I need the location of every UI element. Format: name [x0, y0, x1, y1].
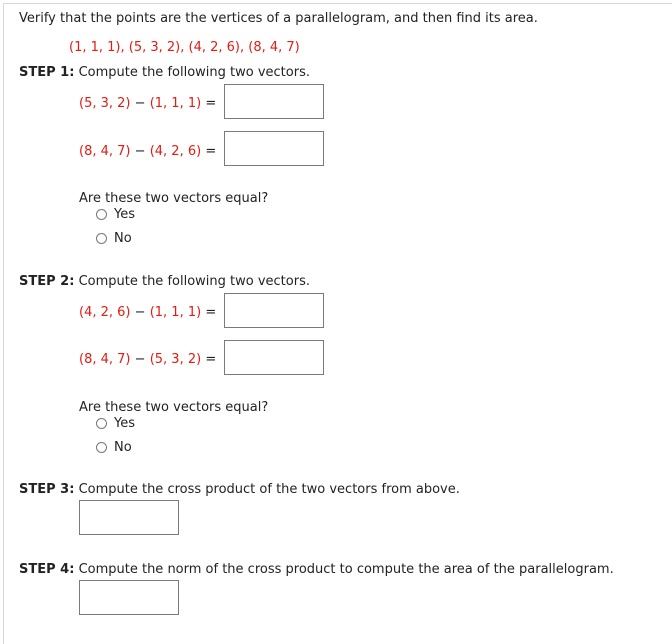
- step1-expr1-b: (1, 1, 1): [149, 96, 202, 111]
- step1-expr2-b: (4, 2, 6): [149, 144, 202, 159]
- step1-option-no-label: No: [114, 231, 132, 246]
- step1-expr1-a: (5, 3, 2): [79, 96, 131, 111]
- step3-answer-input[interactable]: [79, 500, 179, 535]
- step2-expr1-b: (1, 1, 1): [149, 305, 202, 320]
- step2-heading: [19, 274, 310, 289]
- equals-sign: =: [205, 144, 217, 159]
- step4-heading: [19, 562, 614, 577]
- step1-option-no[interactable]: [96, 231, 132, 246]
- step2-expr2-a: (8, 4, 7): [79, 352, 131, 367]
- step1-heading: [19, 65, 310, 80]
- step2-text: Compute the following two vectors.: [78, 274, 310, 289]
- step2-option-no[interactable]: [96, 440, 132, 455]
- equals-sign: =: [205, 305, 217, 320]
- points-list: (1, 1, 1), (5, 3, 2), (4, 2, 6), (8, 4, 7): [69, 40, 300, 55]
- question-text: Verify that the points are the vertices of a parallelogram, and then find its area.: [19, 11, 538, 26]
- radio-button-icon[interactable]: [96, 209, 107, 220]
- radio-button-icon[interactable]: [96, 418, 107, 429]
- step1-answer-1-input[interactable]: [224, 84, 324, 119]
- minus-sign: −: [134, 305, 146, 320]
- step1-option-yes[interactable]: [96, 207, 135, 222]
- step2-equal-question: Are these two vectors equal?: [79, 400, 269, 415]
- step1-text: Compute the following two vectors.: [78, 65, 310, 80]
- radio-button-icon[interactable]: [96, 233, 107, 244]
- step2-expr1-a: (4, 2, 6): [79, 305, 131, 320]
- step2-label: STEP 2:: [19, 274, 75, 289]
- step1-equal-question: Are these two vectors equal?: [79, 191, 269, 206]
- step2-answer-2-input[interactable]: [224, 340, 324, 375]
- equals-sign: =: [205, 352, 217, 367]
- step2-option-no-label: No: [114, 440, 132, 455]
- step2-expr2-b: (5, 3, 2): [149, 352, 202, 367]
- step1-answer-2-input[interactable]: [224, 131, 324, 166]
- step1-label: STEP 1:: [19, 65, 75, 80]
- step1-expr2-a: (8, 4, 7): [79, 144, 131, 159]
- step2-expression-2: [79, 352, 216, 367]
- minus-sign: −: [134, 144, 146, 159]
- step1-expression-1: [79, 96, 216, 111]
- step3-label: STEP 3:: [19, 482, 75, 497]
- step1-expression-2: [79, 144, 216, 159]
- radio-button-icon[interactable]: [96, 442, 107, 453]
- step3-heading: [19, 482, 460, 497]
- equals-sign: =: [205, 96, 217, 111]
- step4-label: STEP 4:: [19, 562, 75, 577]
- step4-text: Compute the norm of the cross product to compute the area of the parallelogram.: [78, 562, 614, 577]
- step4-answer-input[interactable]: [79, 580, 179, 615]
- step2-option-yes[interactable]: [96, 416, 135, 431]
- step2-option-yes-label: Yes: [114, 416, 135, 431]
- step3-text: Compute the cross product of the two vectors from above.: [78, 482, 460, 497]
- step1-option-yes-label: Yes: [114, 207, 135, 222]
- step2-answer-1-input[interactable]: [224, 293, 324, 328]
- minus-sign: −: [134, 352, 146, 367]
- minus-sign: −: [134, 96, 146, 111]
- step2-expression-1: [79, 305, 216, 320]
